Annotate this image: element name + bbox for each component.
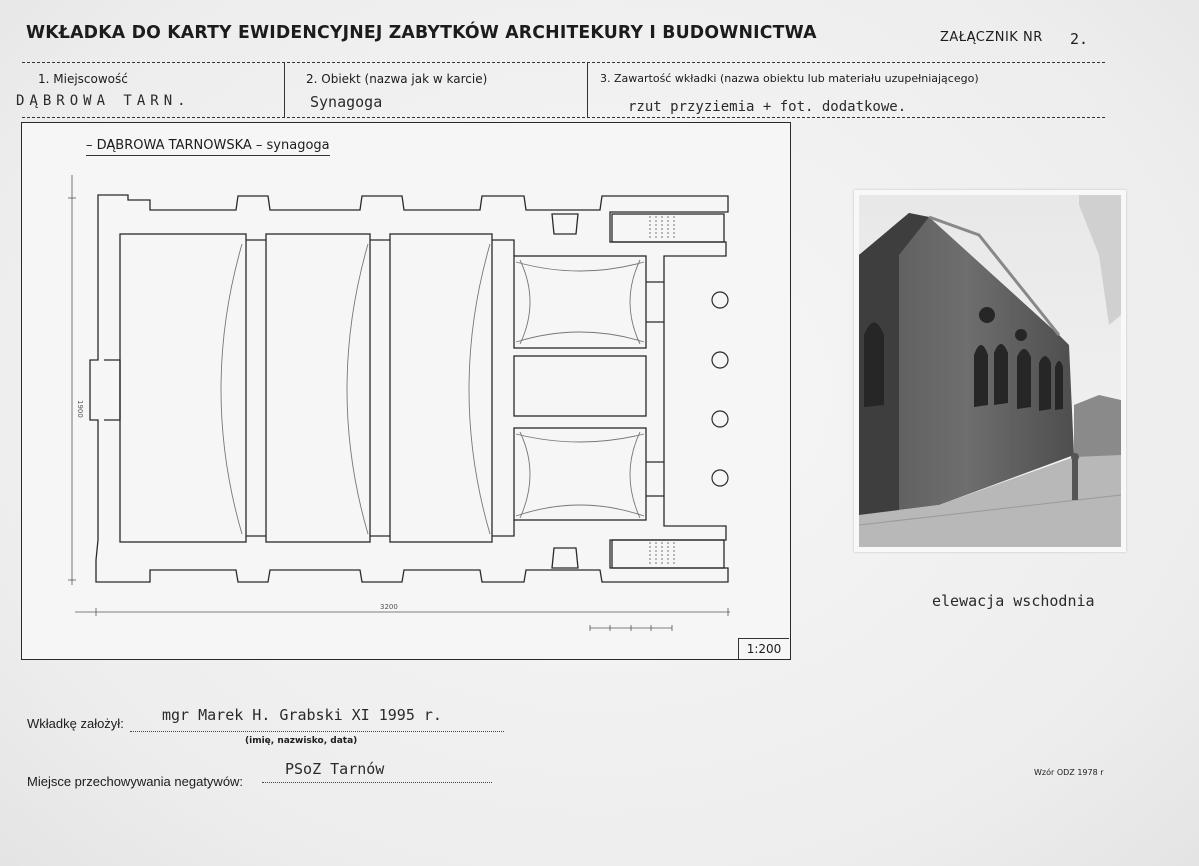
author-value: mgr Marek H. Grabski XI 1995 r. — [162, 706, 442, 724]
object-label: 2. Obiekt (nazwa jak w karcie) — [306, 72, 488, 86]
column-1 — [712, 292, 728, 308]
content-value: rzut przyziemia + fot. dodatkowe. — [628, 99, 907, 115]
annex-number: 2. — [1070, 30, 1089, 48]
prayer-hall-bay-2 — [266, 234, 370, 542]
vestibule-middle — [514, 356, 646, 416]
author-dotted-line — [130, 731, 504, 732]
annex-label: ZAŁĄCZNIK NR — [940, 30, 1043, 45]
prayer-hall-bay-3 — [390, 234, 492, 542]
content-label: 3. Zawartość wkładki (nazwa obiektu lub materiału uzupełniającego) — [600, 72, 979, 85]
dimension-height: 1900 — [76, 400, 84, 418]
storage-value: PSoZ Tarnów — [285, 760, 385, 778]
prayer-hall-bay-1 — [120, 234, 246, 542]
photo-caption: elewacja wschodnia — [932, 592, 1095, 610]
storage-dotted-line — [262, 782, 492, 783]
locality-value: DĄBROWA TARN. — [16, 93, 191, 109]
dimension-width: 3200 — [380, 603, 398, 611]
plan-caption: – DĄBROWA TARNOWSKA – synagoga — [86, 138, 330, 156]
photo-frame — [854, 190, 1126, 552]
author-label: Wkładkę założył: — [27, 716, 124, 731]
locality-label: 1. Miejscowość — [38, 72, 128, 86]
column-2 — [712, 352, 728, 368]
document-title: WKŁADKA DO KARTY EWIDENCYJNEJ ZABYTKÓW ARCHITEKURY I BUDOWNICTWA — [26, 22, 817, 43]
author-hint: (imię, nazwisko, data) — [245, 736, 358, 746]
vestibule-north — [514, 256, 646, 348]
column-4 — [712, 470, 728, 486]
form-code: Wzór ODZ 1978 r — [1034, 768, 1104, 777]
outer-wall — [90, 195, 728, 582]
column-3 — [712, 411, 728, 427]
plan-scale: 1:200 — [738, 638, 789, 659]
object-value: Synagoga — [310, 93, 383, 111]
storage-label: Miejsce przechowywania negatywów: — [27, 774, 244, 789]
synagogue-photo — [859, 195, 1121, 547]
